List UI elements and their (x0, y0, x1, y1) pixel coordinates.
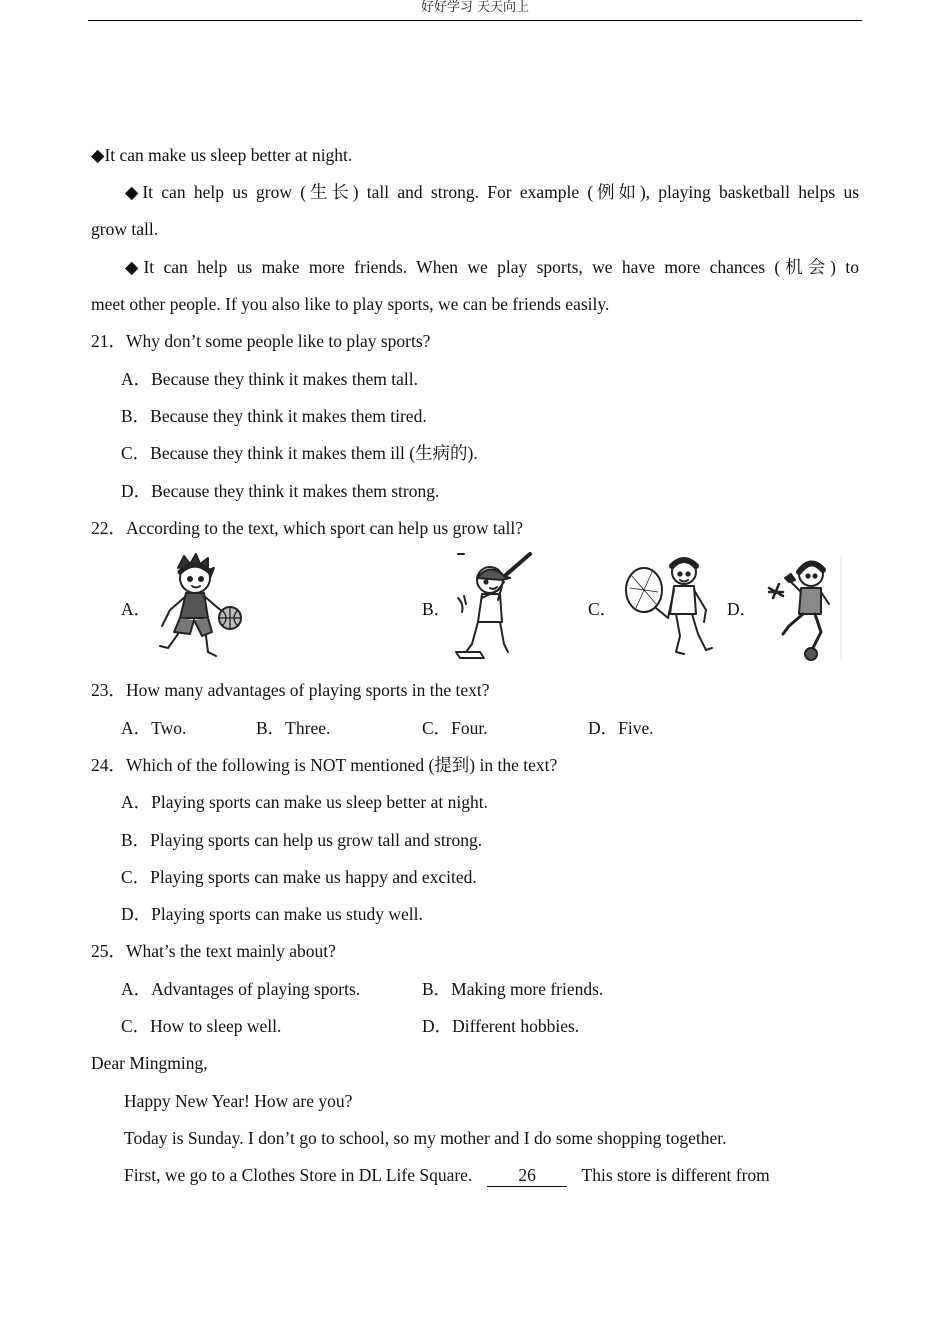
q24-option-a[interactable]: A．Playing sports can make us sleep better at night. (121, 792, 488, 812)
q25-option-a[interactable]: A．Advantages of playing sports. (121, 979, 361, 999)
bullet-friends-line2: meet other people. If you also like to play sports, we can be friends easily. (91, 294, 610, 314)
q23-option-a[interactable]: A．Two. (121, 718, 187, 738)
header-divider (88, 20, 862, 21)
q24-option-b[interactable]: B．Playing sports can help us grow tall and strong. (121, 830, 483, 850)
q22-option-a[interactable]: A． (121, 599, 152, 619)
bullet-friends-line1: ◆It can help us make more friends. When we play sports, we have more chances (机会) to (125, 257, 859, 277)
letter-paragraph-1: Happy New Year! How are you? (124, 1091, 353, 1111)
q25-option-c[interactable]: C．How to sleep well. (121, 1016, 282, 1036)
letter-paragraph-3 (124, 1164, 770, 1187)
baseball-batter-image[interactable] (450, 552, 535, 662)
q21-option-b[interactable]: B．Because they think it makes them tired. (121, 406, 427, 426)
q21-stem: 21．Why don’t some people like to play sports? (91, 331, 431, 351)
q22-option-d[interactable]: D． (727, 599, 758, 619)
q22-stem: 22．According to the text, which sport can help us grow tall? (91, 518, 524, 538)
letter-paragraph-2: Today is Sunday. I don’t go to school, so my mother and I do some shopping together. (124, 1128, 727, 1148)
bullet-sleep: ◆It can make us sleep better at night. (91, 145, 353, 165)
q23-stem: 23．How many advantages of playing sports in the text? (91, 680, 490, 700)
q21-option-c[interactable]: C．Because they think it makes them ill (生病的). (121, 443, 478, 463)
q21-option-d[interactable]: D．Because they think it makes them strong. (121, 481, 440, 501)
bullet-grow-line1: ◆It can help us grow (生长) tall and strong. For example (例如), playing basketball helps us (125, 182, 859, 202)
q22-option-c[interactable]: C． (588, 599, 618, 619)
letter-greeting: Dear Mingming, (91, 1053, 208, 1073)
q24-stem: 24．Which of the following is NOT mentioned (提到) in the text? (91, 755, 558, 775)
letter-p3-after: This store is different from (581, 1165, 770, 1185)
q25-option-b[interactable]: B．Making more friends. (422, 979, 604, 999)
q25-stem: 25．What’s the text mainly about? (91, 941, 336, 961)
q24-option-c[interactable]: C．Playing sports can make us happy and excited. (121, 867, 477, 887)
blank-26[interactable]: 26 (487, 1164, 567, 1187)
q22-option-b[interactable]: B． (422, 599, 452, 619)
page-header: 好好学习 天天向上 (420, 0, 530, 15)
q23-option-c[interactable]: C．Four. (422, 718, 488, 738)
football-player-image[interactable] (765, 552, 843, 662)
q23-option-b[interactable]: B．Three. (256, 718, 331, 738)
basketball-player-image[interactable] (150, 552, 245, 660)
q25-option-d[interactable]: D．Different hobbies. (422, 1016, 580, 1036)
q23-option-d[interactable]: D．Five. (588, 718, 654, 738)
tennis-player-image[interactable] (622, 552, 717, 660)
q24-option-d[interactable]: D．Playing sports can make us study well. (121, 904, 423, 924)
letter-p3-before: First, we go to a Clothes Store in DL Life Square. (124, 1165, 473, 1185)
bullet-grow-line2: grow tall. (91, 219, 159, 239)
q21-option-a[interactable]: A．Because they think it makes them tall. (121, 369, 418, 389)
